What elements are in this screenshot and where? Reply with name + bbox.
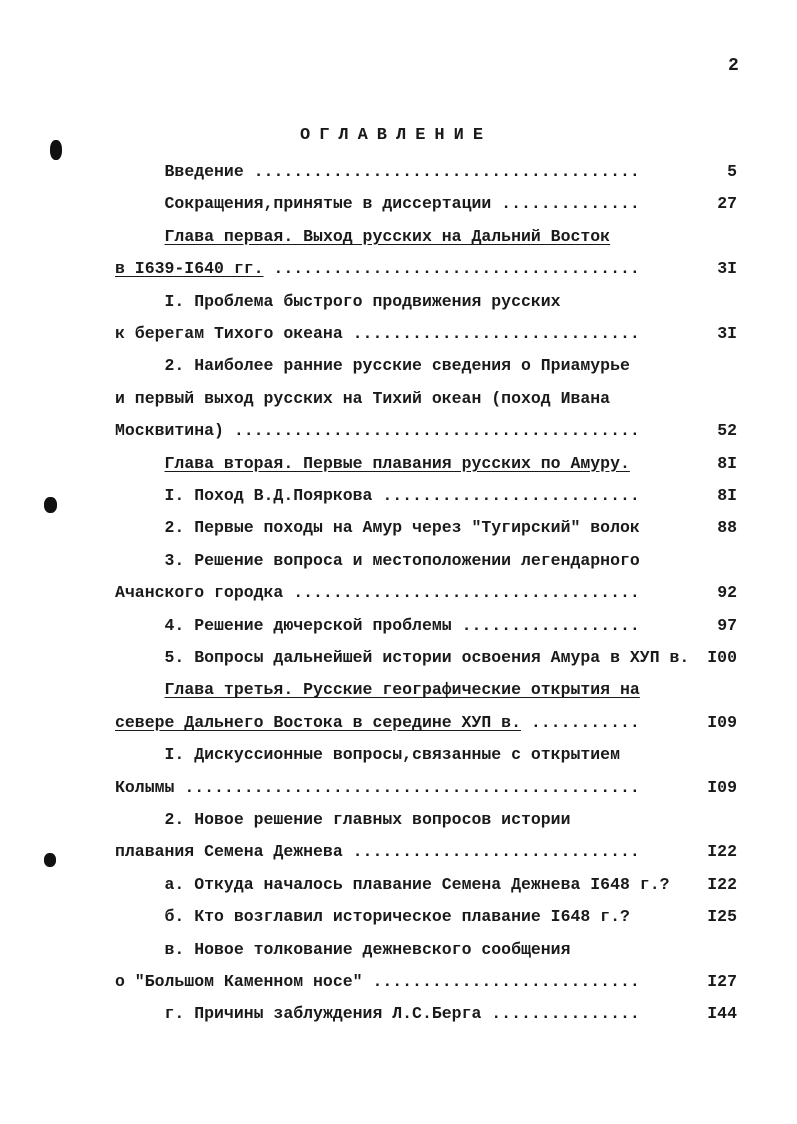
toc-entry-page: I00 [707,648,737,667]
toc-entry [115,905,745,929]
toc-entry [115,776,745,800]
toc-entry [115,192,745,216]
toc-entry [115,290,745,314]
toc-entry-page: I09 [707,712,737,732]
toc-entry [115,387,745,411]
toc-entry [115,808,745,832]
toc-entry-title: I. Дискуссионные вопросы,связанные с открытием [164,745,620,765]
toc-entry-title: I. Поход В.Д.Пояркова [164,486,373,505]
toc-entry-page: 5 [727,162,737,181]
punch-hole-mark [44,497,57,513]
toc-entry-title: Глава первая. Выход русских на Дальний Восток [164,226,611,246]
toc-entry [115,743,745,767]
toc-entry [115,516,745,540]
toc-entry [115,419,745,443]
dot-leader: .......................... [372,486,640,505]
toc-entry-title: 2. Новое решение главных вопросов истории [164,810,571,829]
toc-entry-page: I09 [707,777,737,797]
toc-entry-title: 3. Решение вопроса и местоположении легендарного [164,550,640,570]
toc-entry-page: I22 [707,842,737,862]
toc-entry [115,1002,745,1026]
toc-entry-title: 4. Решение дючерской проблемы [164,615,452,635]
punch-hole-mark [50,140,62,160]
dot-leader: .................. [451,615,640,635]
toc-entry [115,452,745,476]
toc-entry-page: 92 [717,583,737,603]
toc-entry [115,549,745,573]
dot-leader: ........................... [362,972,640,991]
toc-entry-title: 2. Наиболее ранние русские сведения о Приамурье [164,356,630,376]
toc-entry-title: и первый выход русских на Тихий океан (поход Ивана [115,388,611,408]
toc-entry-page: 8I [717,486,737,505]
toc-entry [115,614,745,638]
toc-entry [115,484,745,508]
dot-leader: ............................. [342,324,640,343]
toc-entry [115,646,745,670]
page-number: 2 [728,56,739,76]
toc-entry-page: 3I [717,259,737,279]
toc-entry-title: Введение [164,162,244,181]
toc-entry-page: I25 [707,907,737,927]
toc-entry [115,160,745,184]
toc-entry-title: I. Проблема быстрого продвижения русских [164,291,561,311]
toc-entry-title: а. Откуда началось плавание Семена Дежнева I648 г.? [164,874,670,894]
toc-entry-title: б. Кто возглавил историческое плавание I648 г.? [164,907,630,927]
dot-leader: ......................................... [223,421,640,441]
dot-leader: ..................................... [263,259,640,279]
toc-entry-title: г. Причины заблуждения Л.С.Берга [164,1004,482,1024]
toc-entry [115,581,745,605]
toc-entry-title: плавания Семена Дежнева [115,842,343,862]
toc-entry [115,322,745,346]
toc-entry-page: 97 [717,615,737,635]
toc-entry [115,257,745,281]
toc-entry-title: Сокращения,принятые в диссертации [164,194,492,214]
toc-entry-page: 3I [717,324,737,343]
toc-entry [115,678,745,702]
toc-entry-title: в. Новое толкование дежневского сообщения [164,939,571,959]
toc-entry-title: севере Дальнего Востока в середине ХУП в. [115,712,521,732]
toc-entry [115,873,745,897]
dot-leader: .............. [491,194,640,214]
toc-entry [115,225,745,249]
toc-entry-title: Москвитина) [115,421,224,441]
toc-entry-title: Колымы [115,777,175,797]
toc-entry-page: 8I [717,453,737,473]
page-title: ОГЛАВЛЕНИЕ [300,126,493,145]
dot-leader: ............................. [342,842,640,862]
punch-hole-mark [44,853,56,867]
toc-entry [115,840,745,864]
toc-entry-title: Глава вторая. Первые плавания русских по Амуру. [164,453,630,473]
toc-entry-title: 2. Первые походы на Амур через "Тугирский" волок [164,518,640,538]
dot-leader: ........... [520,712,640,732]
toc-entry [115,938,745,962]
toc-entry-title: в I639-I640 гг. [115,259,264,279]
dot-leader: ............... [481,1004,640,1024]
toc-entry-title: к берегам Тихого океана [115,324,343,343]
toc-entry-title: 5. Вопросы дальнейшей истории освоения Амура в ХУП в. [164,648,690,667]
dot-leader: .............................................. [174,777,640,797]
toc-entry [115,711,745,735]
toc-entry-page: 88 [717,518,737,538]
toc-entry-page: I22 [707,874,737,894]
toc-entry-title: Ачанского городка [115,583,284,603]
toc-entry [115,354,745,378]
toc-entry [115,970,745,994]
toc-entry-page: 27 [717,194,737,214]
toc-entry-title: о "Большом Каменном носе" [115,972,363,991]
toc-entry-title: Глава третья. Русские географические открытия на [164,680,640,700]
toc-entry-page: I44 [707,1004,737,1024]
toc-entry-page: 52 [717,421,737,441]
dot-leader: ................................... [283,583,640,603]
toc-entry-page: I27 [707,972,737,991]
dot-leader: ....................................... [243,162,640,181]
